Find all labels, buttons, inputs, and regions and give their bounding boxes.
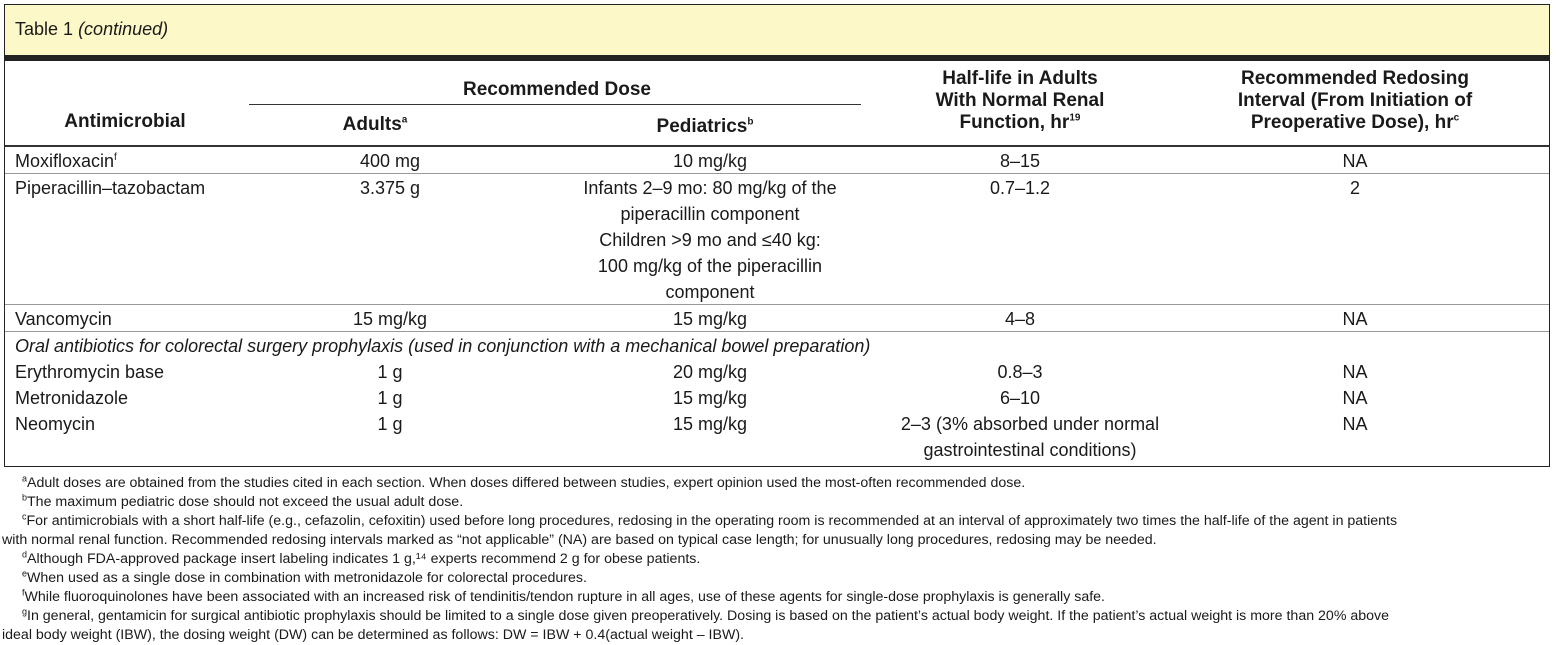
footnote-g-cont: ideal body weight (IBW), the dosing weight (DW) can be determined as follows: DW = IBW + 0.4(actual weight – IBW). [2, 627, 744, 643]
footnote-b: $^b$The maximum pediatric dose should not exceed the usual adult dose. [22, 492, 464, 510]
row-3-name: Erythromycin base [15, 362, 165, 382]
row-5-redosing: NA [1342, 414, 1368, 434]
row-2-redosing: NA [1342, 309, 1368, 329]
header-half-life: Half-life in Adults With Normal Renal Function, $hr^{19}$ [935, 68, 1105, 133]
row-4-half-life: 6–10 [999, 388, 1041, 408]
row-4-redosing: NA [1342, 388, 1368, 408]
row-1-adults: 3.375 g [359, 178, 421, 198]
row-2-half-life: 4–8 [1004, 309, 1036, 329]
table-title-note: (continued) [78, 19, 169, 39]
footnote-a: $^a$Adult doses are obtained from the studies cited in each section. When doses differed between studies, expert opinion used the most-often recommended dose. [22, 473, 1026, 491]
row-4-adults: 1 g [377, 388, 403, 408]
header-redosing: Recommended Redosing Interval (From Initiation of Preoperative Dose), $hr^c$ [1237, 68, 1473, 133]
row-3-redosing: NA [1342, 362, 1368, 382]
footnote-c-cont: with normal renal function. Recommended redosing intervals marked as “not applicable” (NA) are based on typical case length; for unusually long procedures, redosing may be needed. [2, 532, 1157, 548]
row-0-redosing: NA [1342, 151, 1368, 171]
row-1-redosing: 2 [1349, 178, 1360, 198]
footnote-f: $^f$While fluoroquinolones have been associated with an increased risk of tendinitis/tendon rupture in all ages, use of these agents for single-dose prophylaxis is generally safe. [22, 587, 1105, 605]
row-2-adults: 15 mg/kg [352, 309, 428, 329]
row-0-name: Moxifloxacin$^f$ [15, 151, 117, 171]
header-recommended-dose: Recommended Dose [463, 79, 651, 100]
row-3-half-life: 0.8–3 [997, 362, 1043, 382]
table-title-label: Table 1 [15, 19, 74, 39]
header-antimicrobial: Antimicrobial [64, 111, 186, 132]
footnote-e: $^e$When used as a single dose in combination with metronidazole for colorectal procedures. [22, 568, 587, 586]
row-4-name: Metronidazole [15, 388, 129, 408]
row-5-half-life: 2–3 (3% absorbed under normal gastrointestinal conditions) [900, 414, 1160, 460]
row-3-adults: 1 g [377, 362, 403, 382]
row-rule [5, 173, 1549, 174]
footnote-d: $^d$Although FDA-approved package insert labeling indicates 1 g,¹⁴ experts recommend 2 g for obese patients. [22, 549, 701, 567]
row-2-name: Vancomycin [15, 309, 112, 329]
header-adults: Adults$^a$ [342, 114, 408, 135]
row-5-pediatrics: 15 mg/kg [672, 414, 748, 434]
row-2-pediatrics: 15 mg/kg [672, 309, 748, 329]
row-1-pediatrics: Infants 2–9 mo: 80 mg/kg of the piperacillin component Children >9 mo and ≤40 kg: 100 mg/kg of the piperacillin component [583, 178, 837, 302]
row-rule [5, 304, 1549, 305]
footnote-c: $^c$For antimicrobials with a short half-life (e.g., cefazolin, cefoxitin) used before long procedures, redosing in the operating room is recommended at an interval of approximately two times the half-life of the agent in patients [22, 511, 1398, 529]
table-title [5, 5, 1549, 55]
header-bottom-rule [5, 145, 1549, 147]
row-4-pediatrics: 15 mg/kg [672, 388, 748, 408]
dose-group-rule [249, 104, 861, 105]
row-5-adults: 1 g [377, 414, 403, 434]
row-1-half-life: 0.7–1.2 [989, 178, 1051, 198]
title-rule [5, 55, 1549, 61]
row-0-adults: 400 mg [359, 151, 421, 171]
row-rule [5, 331, 1549, 332]
row-3-pediatrics: 20 mg/kg [672, 362, 748, 382]
row-0-pediatrics: 10 mg/kg [672, 151, 748, 171]
row-1-name: Piperacillin–tazobactam [15, 178, 206, 198]
header-pediatrics: Pediatrics$^b$ [656, 116, 754, 137]
table-frame [4, 4, 1550, 467]
row-0-half-life: 8–15 [999, 151, 1041, 171]
row-5-name: Neomycin [15, 414, 96, 434]
oral-section-heading: Oral antibiotics for colorectal surgery prophylaxis (used in conjunction with a mechanical bowel preparation) [15, 336, 871, 356]
footnote-g: $^g$In general, gentamicin for surgical antibiotic prophylaxis should be limited to a single dose given preoperatively. Dosing is based on the patient’s actual body weight. If the patient’s actual weight is more than 20% above [22, 606, 1390, 624]
